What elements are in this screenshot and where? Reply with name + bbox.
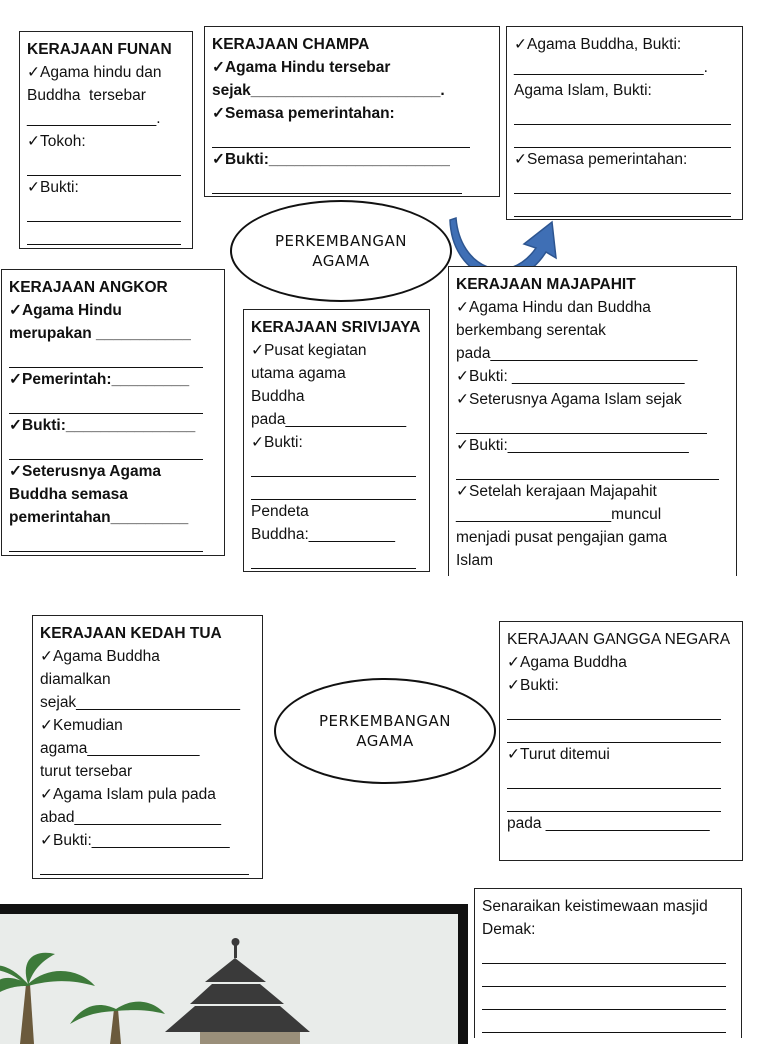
srivijaya-box: [243, 309, 430, 572]
angkor-line: ✓Agama Hindu: [9, 302, 122, 319]
funan-line: ✓Tokoh:: [27, 133, 86, 150]
answer-line[interactable]: [9, 391, 203, 414]
kedah-line: ✓Bukti:________________: [40, 832, 230, 849]
funan-line: _______________.: [27, 110, 161, 127]
champa-title: KERAJAAN CHAMPA: [212, 36, 370, 53]
topright-line: ✓Semasa pemerintahan:: [514, 151, 688, 168]
srivijaya-title: KERAJAAN SRIVIJAYA: [251, 319, 421, 336]
masjid-demak-photo: [0, 904, 468, 1044]
demak-line: Demak:: [482, 921, 536, 938]
gangga-line: ✓Turut ditemui: [507, 746, 610, 763]
kedah-line: abad_________________: [40, 809, 222, 826]
champa-box: [204, 26, 500, 197]
perkembangan-agama-ellipse: [274, 678, 496, 784]
top-right-box: [506, 26, 743, 220]
champa-line: sejak______________________.: [212, 82, 445, 99]
srivijaya-line: Buddha: [251, 388, 305, 405]
angkor-title: KERAJAAN ANGKOR: [9, 279, 168, 296]
kedah-tua-box: [32, 615, 263, 879]
answer-line[interactable]: [40, 852, 249, 875]
gangga-title: KERAJAAN GANGGA NEGARA: [507, 631, 731, 648]
angkor-line: ✓Bukti:_______________: [9, 417, 196, 434]
answer-line[interactable]: [507, 789, 721, 812]
answer-line[interactable]: [251, 546, 416, 569]
funan-line: ✓Bukti:: [27, 179, 79, 196]
answer-line[interactable]: [27, 222, 181, 245]
answer-line[interactable]: [27, 199, 181, 222]
answer-line[interactable]: [456, 457, 719, 480]
funan-box: [19, 31, 193, 249]
funan-title: KERAJAAN FUNAN: [27, 41, 172, 58]
majapahit-line: __________________muncul: [456, 506, 662, 523]
answer-line[interactable]: [456, 411, 707, 434]
funan-line: Buddha tersebar: [27, 87, 146, 104]
answer-line[interactable]: [482, 1010, 726, 1033]
answer-line[interactable]: [507, 720, 721, 743]
ellipse-line: PERKEMBANGAN: [274, 232, 408, 250]
funan-line: ✓Agama hindu dan: [27, 64, 162, 81]
answer-line[interactable]: [27, 153, 181, 176]
angkor-line: merupakan ___________: [9, 325, 191, 342]
majapahit-line: ✓Bukti:_____________________: [456, 437, 689, 454]
answer-line[interactable]: [251, 454, 416, 477]
answer-line[interactable]: [507, 697, 721, 720]
champa-line: ✓Bukti:_____________________: [212, 151, 450, 168]
demak-line: Senaraikan keistimewaan masjid: [482, 898, 708, 915]
topright-line: ✓Agama Buddha, Bukti:: [514, 36, 682, 53]
answer-line[interactable]: [251, 477, 416, 500]
srivijaya-line: pada______________: [251, 411, 407, 428]
majapahit-line: ✓Seterusnya Agama Islam sejak: [456, 391, 682, 408]
kedah-title: KERAJAAN KEDAH TUA: [40, 625, 222, 642]
ellipse-line: PERKEMBANGAN: [318, 712, 452, 730]
srivijaya-line: Pendeta: [251, 503, 309, 520]
kedah-line: ✓Agama Buddha: [40, 648, 160, 665]
majapahit-line: Islam: [456, 552, 494, 569]
answer-line[interactable]: [507, 766, 721, 789]
kedah-line: ✓Agama Islam pula pada: [40, 786, 216, 803]
answer-line[interactable]: [514, 102, 731, 125]
majapahit-line: berkembang serentak: [456, 322, 606, 339]
srivijaya-line: Buddha:__________: [251, 526, 395, 543]
ellipse-line: AGAMA: [356, 732, 414, 750]
gangga-line: ✓Bukti:: [507, 677, 559, 694]
majapahit-title: KERAJAAN MAJAPAHIT: [456, 276, 636, 293]
majapahit-line: ✓Setelah kerajaan Majapahit: [456, 483, 657, 500]
answer-line[interactable]: [212, 125, 470, 148]
answer-line[interactable]: [9, 345, 203, 368]
perkembangan-agama-ellipse: [230, 200, 452, 302]
gangga-negara-box: [499, 621, 743, 861]
angkor-line: ✓Pemerintah:_________: [9, 371, 190, 388]
answer-line[interactable]: [9, 529, 203, 552]
topright-line: ______________________.: [514, 59, 708, 76]
kedah-line: ✓Kemudian: [40, 717, 123, 734]
kedah-line: agama_____________: [40, 740, 200, 757]
answer-line[interactable]: [514, 171, 731, 194]
majapahit-box: [448, 266, 737, 576]
topright-line: Agama Islam, Bukti:: [514, 82, 652, 99]
srivijaya-line: ✓Bukti:: [251, 434, 303, 451]
srivijaya-line: utama agama: [251, 365, 346, 382]
angkor-line: pemerintahan_________: [9, 509, 189, 526]
gangga-line: ✓Agama Buddha: [507, 654, 627, 671]
majapahit-line: pada________________________: [456, 345, 698, 362]
angkor-line: Buddha semasa: [9, 486, 128, 503]
answer-line[interactable]: [482, 964, 726, 987]
champa-line: ✓Semasa pemerintahan:: [212, 105, 395, 122]
gangga-line: pada ___________________: [507, 815, 710, 832]
majapahit-line: ✓Bukti: ____________________: [456, 368, 685, 385]
majapahit-line: menjadi pusat pengajian gama: [456, 529, 668, 546]
angkor-line: ✓Seterusnya Agama: [9, 463, 161, 480]
champa-line: ✓Agama Hindu tersebar: [212, 59, 391, 76]
masjid-demak-box: [474, 888, 742, 1038]
kedah-line: diamalkan: [40, 671, 111, 688]
kedah-line: turut tersebar: [40, 763, 133, 780]
answer-line[interactable]: [482, 941, 726, 964]
answer-line[interactable]: [9, 437, 203, 460]
answer-line[interactable]: [514, 125, 731, 148]
answer-line[interactable]: [212, 171, 462, 194]
mosque-illustration: [0, 914, 458, 1044]
majapahit-line: ✓Agama Hindu dan Buddha: [456, 299, 651, 316]
srivijaya-line: ✓Pusat kegiatan: [251, 342, 367, 359]
angkor-box: [1, 269, 225, 556]
answer-line[interactable]: [482, 987, 726, 1010]
kedah-line: sejak___________________: [40, 694, 240, 711]
ellipse-line: AGAMA: [312, 252, 370, 270]
